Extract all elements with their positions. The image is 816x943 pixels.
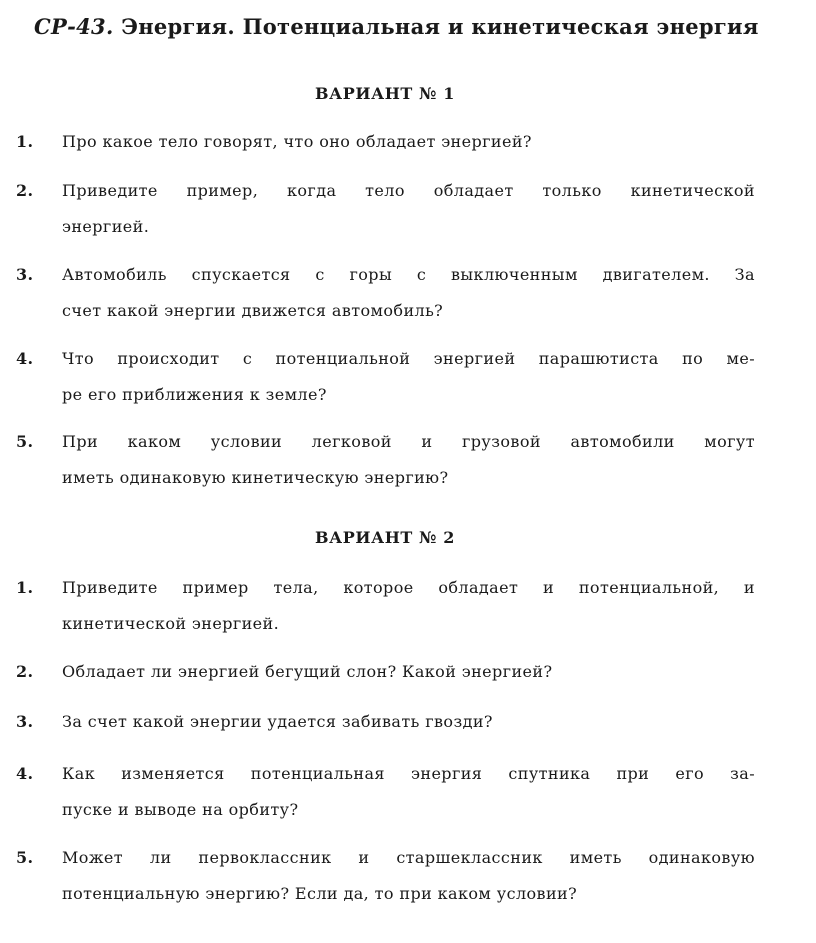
question-text-line: Приведите пример, когда тело обладает только кинетической (62, 181, 755, 200)
question-text-line: Может ли первоклассник и старшеклассник иметь одинаковую (62, 848, 755, 867)
question-number: 1. (16, 132, 34, 151)
question-number: 2. (16, 662, 34, 681)
question-text-line: Обладает ли энергией бегущий слон? Какой энергией? (62, 662, 553, 681)
question-text-line: иметь одинаковую кинетическую энергию? (62, 468, 449, 487)
worksheet-title (34, 14, 794, 39)
question-text-line: Про какое тело говорят, что оно обладает энергией? (62, 132, 532, 151)
variant-2-heading: ВАРИАНТ № 2 (314, 528, 456, 547)
question-number: 2. (16, 181, 34, 200)
question-text-line: Что происходит с потенциальной энергией парашютиста по ме- (62, 349, 755, 368)
question-text-line: ре его приближения к земле? (62, 385, 327, 404)
question-text-line: пуске и выводе на орбиту? (62, 800, 299, 819)
question-text-line: Автомобиль спускается с горы с выключенным двигателем. За (62, 265, 755, 284)
question-number: 5. (16, 432, 34, 451)
question-text-line: потенциальную энергию? Если да, то при каком условии? (62, 884, 578, 903)
variant-1-heading: ВАРИАНТ № 1 (314, 84, 456, 103)
question-number: 4. (16, 349, 34, 368)
question-number: 1. (16, 578, 34, 597)
question-text-line: Как изменяется потенциальная энергия спутника при его за- (62, 764, 755, 783)
question-text-line: энергией. (62, 217, 150, 236)
worksheet-code: СР-43. (34, 14, 114, 39)
question-text-line: счет какой энергии движется автомобиль? (62, 301, 444, 320)
question-text-line: Приведите пример тела, которое обладает и потенциальной, и (62, 578, 755, 597)
question-number: 3. (16, 265, 34, 284)
question-number: 5. (16, 848, 34, 867)
worksheet-title-text: Энергия. Потенциальная и кинетическая энергия (121, 14, 759, 39)
question-number: 3. (16, 712, 34, 731)
question-text-line: За счет какой энергии удается забивать гвозди? (62, 712, 493, 731)
question-number: 4. (16, 764, 34, 783)
question-text-line: При каком условии легковой и грузовой автомобили могут (62, 432, 755, 451)
question-text-line: кинетической энергией. (62, 614, 280, 633)
